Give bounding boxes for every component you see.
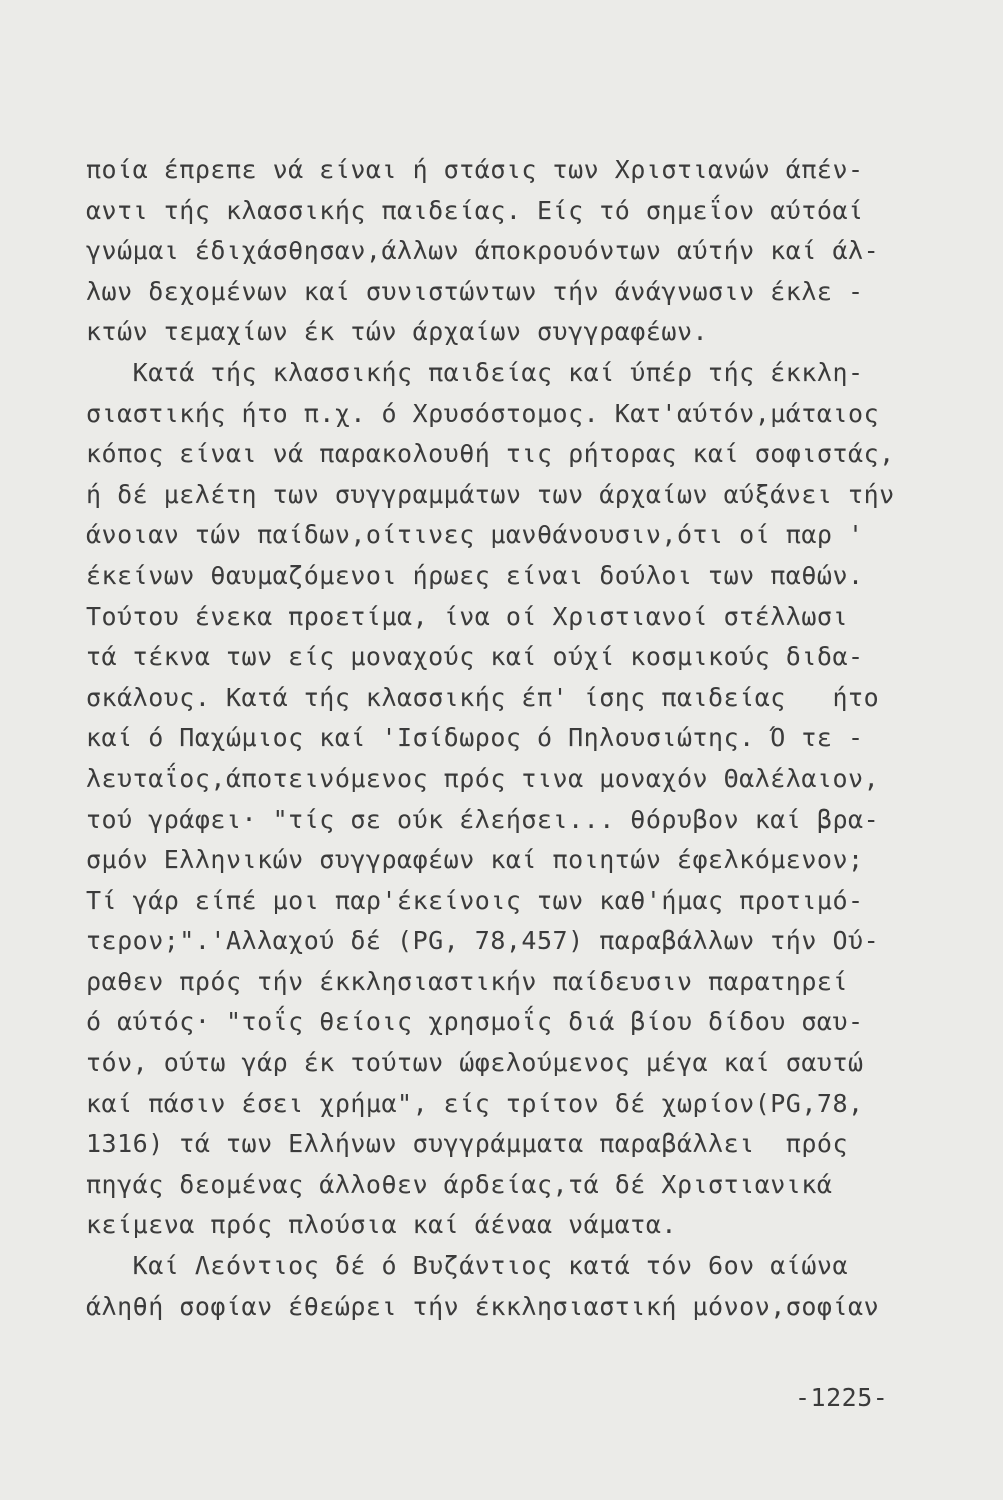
text-line: ποία έπρεπε νά είναι ή στάσις των Χριστιανών άπέν- (86, 155, 864, 184)
text-line: αντι τής κλασσικής παιδείας. Είς τό σημεΐον αύτόαί (86, 195, 864, 225)
text-line: σιαστικής ήτο π.χ. ό Χρυσόστομος. Κατ'αύτόν,μάταιος (86, 398, 880, 428)
text-line: πηγάς δεομένας άλλοθεν άρδείας,τά δέ Χριστιανικά (86, 1169, 833, 1199)
text-line: τερον;".'Αλλαχού δέ (PG, 78,457) παραβάλλων τήν Ού- (86, 926, 880, 956)
text-line: λων δεχομένων καί συνιστώντων τήν άνάγνωσιν έκλε - (86, 276, 864, 306)
text-line: Καί Λεόντιος δέ ό Βυζάντιος κατά τόν 6ον αίώνα (86, 1251, 849, 1281)
text-line: καί πάσιν έσει χρήμα", είς τρίτον δέ χωρίον(PG,78, (86, 1088, 864, 1118)
text-line: Κατά τής κλασσικής παιδείας καί ύπέρ τής έκκλη- (86, 357, 864, 387)
text-line: άνοιαν τών παίδων,οίτινες μανθάνουσιν,ότι οί παρ ' (86, 520, 864, 550)
text-line: τόν, ούτω γάρ έκ τούτων ώφελούμενος μέγα καί σαυτώ (86, 1048, 864, 1078)
text-line: γνώμαι έδιχάσθησαν,άλλων άποκρουόντων αύτήν καί άλ- (86, 236, 880, 266)
text-line: τά τέκνα των είς μοναχούς καί ούχί κοσμικούς διδα- (86, 642, 864, 672)
text-line: ό αύτός· "τοΐς θείοις χρησμοΐς διά βίου δίδου σαυ- (86, 1007, 864, 1037)
page-number: -1225- (795, 1383, 889, 1412)
text-line: ραθεν πρός τήν έκκλησιαστικήν παίδευσιν παρατηρεί (86, 966, 849, 996)
text-line: Τούτου ένεκα προετίμα, ίνα οί Χριστιανοί στέλλωσι (86, 601, 849, 631)
text-line: 1316) τά των Ελλήνων συγγράμματα παραβάλλει πρός (86, 1129, 849, 1159)
text-line: τού γράφει· "τίς σε ούκ έλεήσει... θόρυβον καί βρα- (86, 804, 880, 834)
text-line: λευταΐος,άποτεινόμενος πρός τινα μοναχόν Θαλέλαιον, (86, 763, 880, 793)
text-line: ή δέ μελέτη των συγγραμμάτων των άρχαίων αύξάνει τήν (86, 479, 895, 509)
text-line: κείμενα πρός πλούσια καί άέναα νάματα. (86, 1210, 677, 1240)
text-line: σκάλους. Κατά τής κλασσικής έπ' ίσης παιδείας ήτο (86, 682, 880, 712)
text-line: καί ό Παχώμιος καί 'Ισίδωρος ό Πηλουσιώτης. Ό τε - (86, 723, 864, 753)
text-line: κόπος είναι νά παρακολουθή τις ρήτορας καί σοφιστάς, (86, 439, 895, 469)
text-line: άληθή σοφίαν έθεώρει τήν έκκλησιαστική μόνον,σοφίαν (86, 1291, 880, 1321)
text-line: κτών τεμαχίων έκ τών άρχαίων συγγραφέων. (86, 317, 709, 347)
text-line: έκείνων θαυμαζόμενοι ήρωες είναι δούλοι των παθών. (86, 560, 864, 590)
text-line: σμόν Ελληνικών συγγραφέων καί ποιητών έφελκόμενον; (86, 845, 864, 875)
body-text (86, 150, 956, 1327)
text-line: Τί γάρ είπέ μοι παρ'έκείνοις των καθ'ήμας προτιμό- (86, 885, 864, 915)
